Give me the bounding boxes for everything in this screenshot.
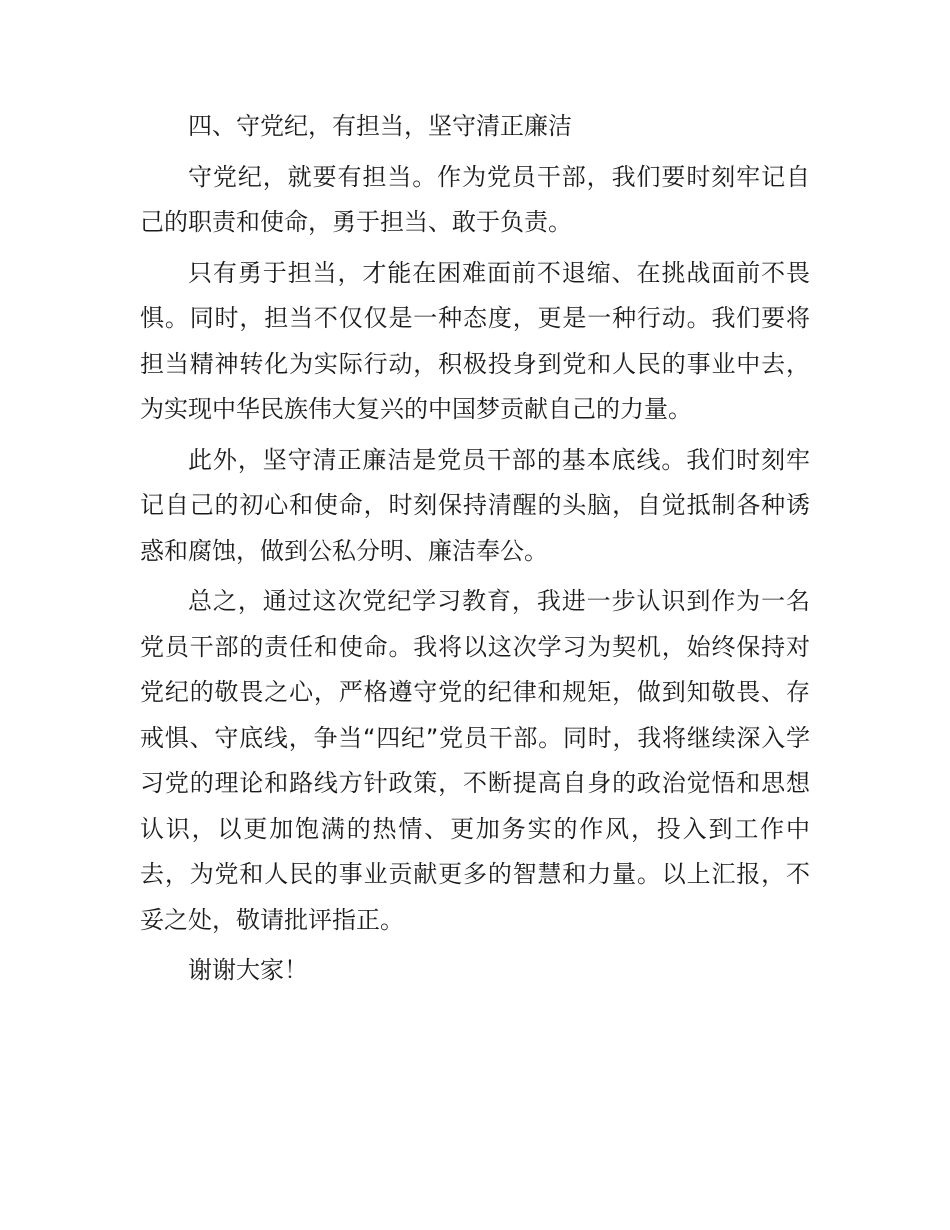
- paragraph-3: 此外，坚守清正廉洁是党员干部的基本底线。我们时刻牢记自己的初心和使命，时刻保持清醒的头脑，自觉抵制各种诱惑和腐蚀，做到公私分明、廉洁奉公。: [140, 445, 810, 565]
- section-heading: 四、守党纪，有担当，坚守清正廉洁: [188, 112, 572, 140]
- paragraph-1: 守党纪，就要有担当。作为党员干部，我们要时刻牢记自己的职责和使命，勇于担当、敢于负责。: [140, 162, 810, 236]
- closing-line: 谢谢大家！: [188, 956, 308, 984]
- document-body: [140, 104, 810, 999]
- paragraph-2: 只有勇于担当，才能在困难面前不退缩、在挑战面前不畏惧。同时，担当不仅仅是一种态度，更是一种行动。我们要将担当精神转化为实际行动，积极投身到党和人民的事业中去，为实现中华民族伟大复兴的中国梦贡献自己的力量。: [140, 258, 810, 423]
- paragraph-4: 总之，通过这次党纪学习教育，我进一步认识到作为一名党员干部的责任和使命。我将以这次学习为契机，始终保持对党纪的敬畏之心，严格遵守党的纪律和规矩，做到知敬畏、存戒惧、守底线，争当“四纪”党员干部。同时，我将继续深入学习党的理论和路线方针政策，不断提高自身的政治觉悟和思想认识，以更加饱满的热情、更加务实的作风，投入到工作中去，为党和人民的事业贡献更多的智慧和力量。以上汇报，不妥之处，敬请批评指正。: [140, 587, 810, 934]
